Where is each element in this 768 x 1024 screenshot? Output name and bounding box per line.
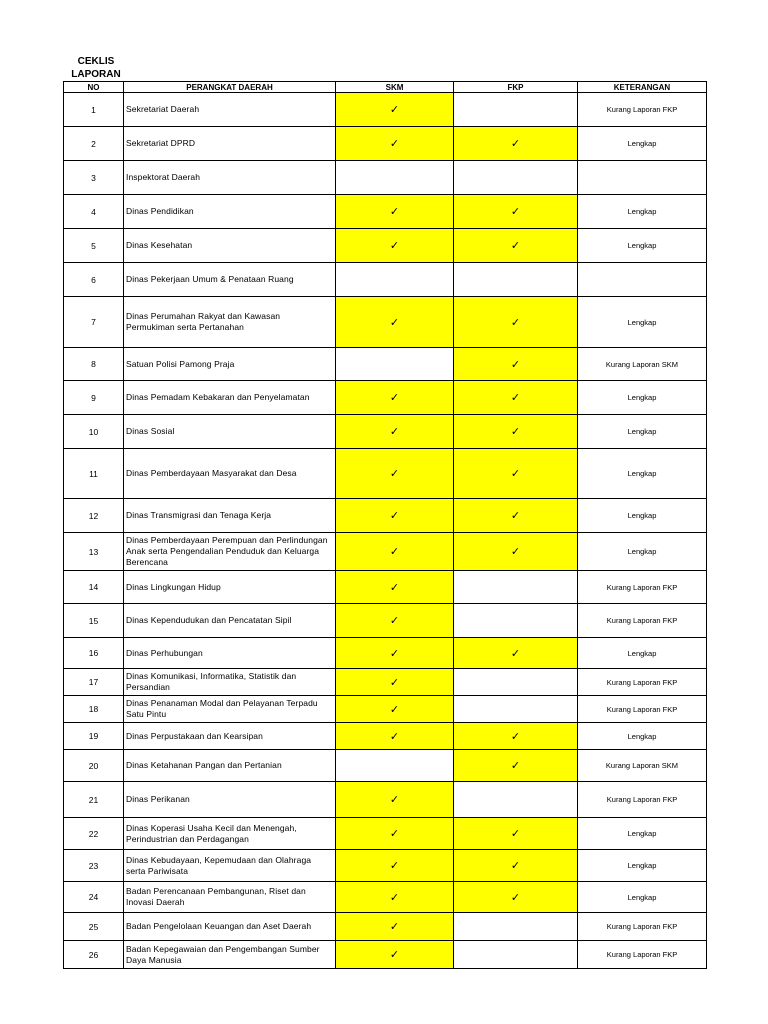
table-row (64, 882, 707, 913)
skm-cell (336, 381, 454, 415)
row-number: 20 (64, 750, 124, 782)
skm-cell (336, 93, 454, 127)
row-number: 25 (64, 913, 124, 941)
row-number: 7 (64, 297, 124, 348)
row-number: 3 (64, 161, 124, 195)
check-icon: ✓ (389, 316, 400, 329)
row-number: 16 (64, 638, 124, 669)
skm-cell (336, 571, 454, 604)
table-row (64, 263, 707, 297)
row-number: 11 (64, 449, 124, 499)
unit-name: Dinas Perhubungan (124, 638, 336, 669)
keterangan-cell: Lengkap (578, 533, 707, 571)
unit-name: Dinas Sosial (124, 415, 336, 449)
row-number: 23 (64, 850, 124, 882)
fkp-cell (454, 263, 578, 297)
table-row (64, 449, 707, 499)
check-icon: ✓ (389, 426, 400, 438)
title-line-1: CEKLIS (77, 56, 115, 67)
check-icon: ✓ (389, 104, 400, 116)
check-icon: ✓ (389, 676, 400, 689)
row-number: 21 (64, 782, 124, 818)
unit-name: Sekretariat Daerah (124, 93, 336, 127)
header-skm: SKM (336, 82, 454, 93)
fkp-cell (454, 415, 578, 449)
keterangan-cell: Lengkap (578, 381, 707, 415)
keterangan-cell: Lengkap (578, 499, 707, 533)
check-icon: ✓ (510, 510, 521, 522)
check-icon: ✓ (389, 647, 400, 660)
keterangan-cell: Kurang Laporan FKP (578, 696, 707, 723)
check-icon: ✓ (510, 138, 521, 150)
table-row (64, 571, 707, 604)
row-number: 1 (64, 93, 124, 127)
row-number: 2 (64, 127, 124, 161)
table-row (64, 941, 707, 969)
table-row (64, 499, 707, 533)
fkp-cell (454, 750, 578, 782)
check-icon: ✓ (389, 921, 400, 933)
table-row (64, 723, 707, 750)
check-icon: ✓ (510, 240, 521, 252)
unit-name: Badan Perencanaan Pembangunan, Riset dan Inovasi Daerah (124, 882, 336, 913)
check-icon: ✓ (510, 891, 521, 904)
row-number: 22 (64, 818, 124, 850)
skm-cell (336, 348, 454, 381)
check-icon: ✓ (389, 860, 400, 872)
skm-cell (336, 533, 454, 571)
skm-cell (336, 195, 454, 229)
row-number: 18 (64, 696, 124, 723)
row-number: 8 (64, 348, 124, 381)
table-row (64, 533, 707, 571)
fkp-cell (454, 723, 578, 750)
check-icon: ✓ (510, 468, 521, 480)
keterangan-cell: Lengkap (578, 882, 707, 913)
skm-cell (336, 499, 454, 533)
table-row (64, 381, 707, 415)
table-row (64, 750, 707, 782)
keterangan-cell: Lengkap (578, 850, 707, 882)
checklist-table (63, 81, 707, 969)
keterangan-cell: Lengkap (578, 229, 707, 263)
table-row (64, 696, 707, 723)
table-row (64, 818, 707, 850)
check-icon: ✓ (510, 392, 521, 404)
fkp-cell (454, 913, 578, 941)
skm-cell (336, 850, 454, 882)
keterangan-cell: Kurang Laporan FKP (578, 571, 707, 604)
fkp-cell (454, 229, 578, 263)
row-number: 26 (64, 941, 124, 969)
header-no: NO (64, 82, 124, 93)
document-title (66, 55, 126, 81)
check-icon: ✓ (389, 703, 400, 716)
unit-name: Dinas Pemberdayaan Masyarakat dan Desa (124, 449, 336, 499)
keterangan-cell: Lengkap (578, 638, 707, 669)
unit-name: Badan Pengelolaan Keuangan dan Aset Daerah (124, 913, 336, 941)
row-number: 6 (64, 263, 124, 297)
fkp-cell (454, 850, 578, 882)
check-icon: ✓ (510, 426, 521, 438)
table-row (64, 195, 707, 229)
unit-name: Dinas Ketahanan Pangan dan Pertanian (124, 750, 336, 782)
check-icon: ✓ (389, 546, 400, 558)
check-icon: ✓ (389, 730, 400, 743)
table-row (64, 669, 707, 696)
row-number: 19 (64, 723, 124, 750)
fkp-cell (454, 297, 578, 348)
keterangan-cell: Lengkap (578, 449, 707, 499)
table-row (64, 604, 707, 638)
keterangan-cell: Kurang Laporan SKM (578, 348, 707, 381)
row-number: 15 (64, 604, 124, 638)
table-row (64, 415, 707, 449)
fkp-cell (454, 696, 578, 723)
check-icon: ✓ (389, 891, 400, 904)
table-row (64, 127, 707, 161)
unit-name: Dinas Kesehatan (124, 229, 336, 263)
unit-name: Dinas Pemberdayaan Perempuan dan Perlindungan Anak serta Pengendalian Penduduk dan Keluarga Berencana (124, 533, 336, 571)
keterangan-cell: Kurang Laporan FKP (578, 604, 707, 638)
fkp-cell (454, 93, 578, 127)
keterangan-cell: Kurang Laporan FKP (578, 93, 707, 127)
table-row (64, 913, 707, 941)
unit-name: Dinas Perumahan Rakyat dan Kawasan Permukiman serta Pertanahan (124, 297, 336, 348)
row-number: 12 (64, 499, 124, 533)
table-row (64, 348, 707, 381)
check-icon: ✓ (389, 581, 400, 594)
title-line-2: LAPORAN (71, 69, 121, 80)
skm-cell (336, 913, 454, 941)
fkp-cell (454, 533, 578, 571)
check-icon: ✓ (510, 206, 521, 218)
fkp-cell (454, 882, 578, 913)
unit-name: Dinas Pekerjaan Umum & Penataan Ruang (124, 263, 336, 297)
fkp-cell (454, 127, 578, 161)
check-icon: ✓ (510, 828, 521, 840)
fkp-cell (454, 499, 578, 533)
fkp-cell (454, 669, 578, 696)
keterangan-cell: Kurang Laporan FKP (578, 782, 707, 818)
table-row (64, 782, 707, 818)
table-row (64, 229, 707, 263)
row-number: 14 (64, 571, 124, 604)
table-row (64, 850, 707, 882)
keterangan-cell (578, 263, 707, 297)
keterangan-cell: Lengkap (578, 818, 707, 850)
skm-cell (336, 782, 454, 818)
unit-name: Dinas Perikanan (124, 782, 336, 818)
check-icon: ✓ (389, 206, 400, 218)
skm-cell (336, 818, 454, 850)
keterangan-cell: Kurang Laporan FKP (578, 941, 707, 969)
skm-cell (336, 415, 454, 449)
keterangan-cell: Lengkap (578, 127, 707, 161)
check-icon: ✓ (389, 240, 400, 252)
fkp-cell (454, 571, 578, 604)
table-row (64, 93, 707, 127)
skm-cell (336, 669, 454, 696)
check-icon: ✓ (510, 316, 521, 329)
table-row (64, 161, 707, 195)
header-keterangan: KETERANGAN (578, 82, 707, 93)
unit-name: Dinas Transmigrasi dan Tenaga Kerja (124, 499, 336, 533)
unit-name: Badan Kepegawaian dan Pengembangan Sumber Daya Manusia (124, 941, 336, 969)
fkp-cell (454, 195, 578, 229)
keterangan-cell: Kurang Laporan SKM (578, 750, 707, 782)
unit-name: Dinas Perpustakaan dan Kearsipan (124, 723, 336, 750)
fkp-cell (454, 449, 578, 499)
skm-cell (336, 161, 454, 195)
unit-name: Satuan Polisi Pamong Praja (124, 348, 336, 381)
check-icon: ✓ (389, 138, 400, 150)
skm-cell (336, 696, 454, 723)
skm-cell (336, 604, 454, 638)
skm-cell (336, 750, 454, 782)
header-unit: PERANGKAT DAERAH (124, 82, 336, 93)
check-icon: ✓ (510, 647, 521, 660)
row-number: 5 (64, 229, 124, 263)
skm-cell (336, 638, 454, 669)
table-row (64, 638, 707, 669)
keterangan-cell: Lengkap (578, 195, 707, 229)
check-icon: ✓ (389, 949, 400, 961)
skm-cell (336, 882, 454, 913)
keterangan-cell: Kurang Laporan FKP (578, 913, 707, 941)
check-icon: ✓ (389, 615, 400, 627)
check-icon: ✓ (389, 468, 400, 480)
skm-cell (336, 941, 454, 969)
keterangan-cell: Lengkap (578, 723, 707, 750)
fkp-cell (454, 782, 578, 818)
check-icon: ✓ (389, 828, 400, 840)
table-row (64, 297, 707, 348)
check-icon: ✓ (389, 392, 400, 404)
header-row (64, 82, 707, 93)
skm-cell (336, 449, 454, 499)
row-number: 17 (64, 669, 124, 696)
keterangan-cell: Kurang Laporan FKP (578, 669, 707, 696)
unit-name: Dinas Kependudukan dan Pencatatan Sipil (124, 604, 336, 638)
check-icon: ✓ (389, 510, 400, 522)
fkp-cell (454, 381, 578, 415)
row-number: 13 (64, 533, 124, 571)
row-number: 4 (64, 195, 124, 229)
skm-cell (336, 127, 454, 161)
check-icon: ✓ (510, 730, 521, 743)
unit-name: Dinas Koperasi Usaha Kecil dan Menengah, Perindustrian dan Perdagangan (124, 818, 336, 850)
table-body (64, 93, 707, 969)
row-number: 9 (64, 381, 124, 415)
fkp-cell (454, 161, 578, 195)
check-icon: ✓ (510, 860, 521, 872)
fkp-cell (454, 604, 578, 638)
unit-name: Dinas Komunikasi, Informatika, Statistik dan Persandian (124, 669, 336, 696)
unit-name: Dinas Penanaman Modal dan Pelayanan Terpadu Satu Pintu (124, 696, 336, 723)
skm-cell (336, 229, 454, 263)
unit-name: Dinas Lingkungan Hidup (124, 571, 336, 604)
skm-cell (336, 723, 454, 750)
fkp-cell (454, 818, 578, 850)
unit-name: Dinas Pemadam Kebakaran dan Penyelamatan (124, 381, 336, 415)
unit-name: Inspektorat Daerah (124, 161, 336, 195)
keterangan-cell (578, 161, 707, 195)
check-icon: ✓ (510, 358, 521, 371)
header-fkp: FKP (454, 82, 578, 93)
fkp-cell (454, 941, 578, 969)
row-number: 10 (64, 415, 124, 449)
check-icon: ✓ (510, 546, 521, 558)
check-icon: ✓ (389, 794, 400, 806)
keterangan-cell: Lengkap (578, 415, 707, 449)
skm-cell (336, 263, 454, 297)
row-number: 24 (64, 882, 124, 913)
check-icon: ✓ (510, 760, 521, 772)
unit-name: Dinas Pendidikan (124, 195, 336, 229)
unit-name: Sekretariat DPRD (124, 127, 336, 161)
skm-cell (336, 297, 454, 348)
keterangan-cell: Lengkap (578, 297, 707, 348)
unit-name: Dinas Kebudayaan, Kepemudaan dan Olahraga serta Pariwisata (124, 850, 336, 882)
fkp-cell (454, 638, 578, 669)
fkp-cell (454, 348, 578, 381)
